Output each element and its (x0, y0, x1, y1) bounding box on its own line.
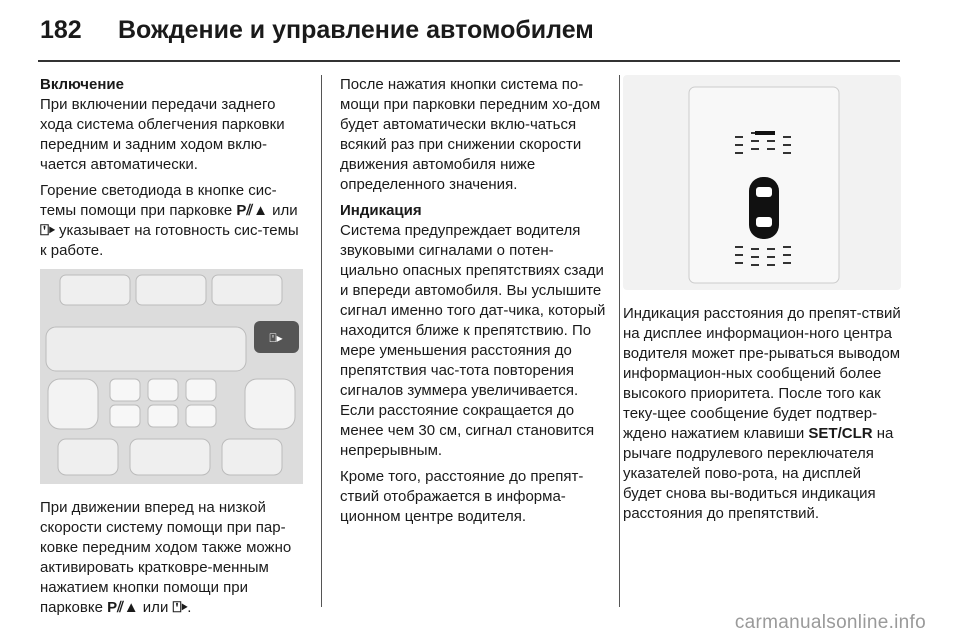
header-divider (38, 60, 900, 62)
page-number: 182 (40, 16, 82, 44)
paragraph (40, 181, 305, 261)
watermark: carmanualsonline.info (734, 612, 926, 633)
text-run: При движении вперед на низкой скорости систему помощи при пар-ковке передним ходом также можно активировать кратковре-менным нажатием кнопки помощи при парковке (40, 499, 292, 616)
front-park-assist-icon: ⍞▸ (40, 222, 55, 239)
distance-display-illustration (623, 75, 901, 290)
text-run: указывает на готовность сис-темы к работе. (40, 222, 299, 259)
column-3 (623, 75, 903, 530)
text-run: на рычаге подрулевого переключателя указателей пово-рота, на дисплей будет снова вы-водиться индикация расстояния до препятствий. (623, 425, 894, 522)
text-run: или (267, 202, 298, 219)
text-run: Горение светодиода в кнопке сис-темы помощи при парковке (40, 182, 277, 219)
paragraph: После нажатия кнопки система по-мощи при парковки передним хо-дом будет автоматически вклю-чаться всякий раз при снижении скорости движения автомобиля ниже определенного значения. (340, 76, 601, 193)
section-heading-indication: Индикация (340, 202, 422, 219)
paragraph: Система предупреждает водителя звуковыми сигналами о потен-циально опасных препятствиях сзади и впереди автомобиля. Вы услышите сигнал именно того дат-чика, который находится ближе к препятствию. По мере уменьшения расстояния до препятствия час-тота повторения сигналов зуммера увеличивается. Если расстояние сокращается до менее чем 30 см, сигнал становится непрерывным. (340, 222, 606, 459)
paragraph (623, 304, 903, 524)
paragraph: Кроме того, расстояние до препят-ствий отображается в информа-ционном центре водителя. (340, 468, 584, 525)
column-2 (340, 75, 610, 533)
set-clr-key-label: SET/CLR (808, 425, 873, 442)
center-console-figure (40, 269, 303, 484)
section-heading-activation: Включение (40, 76, 124, 93)
park-assist-icon: P⫽▲ (107, 599, 139, 616)
page-title: Вождение и управление автомобилем (118, 16, 594, 44)
distance-display-figure (623, 75, 901, 290)
page-header (40, 10, 920, 60)
text-run: или (138, 599, 173, 616)
column-1 (40, 75, 305, 624)
text-run: . (187, 599, 192, 616)
front-park-assist-icon: ⍞▸ (172, 599, 188, 616)
park-assist-icon: P⫽▲ (236, 202, 268, 219)
paragraph: При включении передачи заднего хода система облегчения парковки передним и задним ходом вклю-чается автоматически. (40, 96, 285, 173)
svg-text:⍞▸: ⍞▸ (269, 331, 283, 345)
text-run: Индикация расстояния до препят-ствий на дисплее информацион-ного центра водителя может пре-рываться выводом информацион-ных сообщений более высокого приоритета. После того как теку-щее сообщение будет подтвер-ждено нажатием клавиши (623, 305, 901, 442)
center-console-illustration (40, 269, 303, 484)
paragraph (40, 498, 305, 618)
column-divider (619, 75, 620, 607)
column-divider (321, 75, 322, 607)
